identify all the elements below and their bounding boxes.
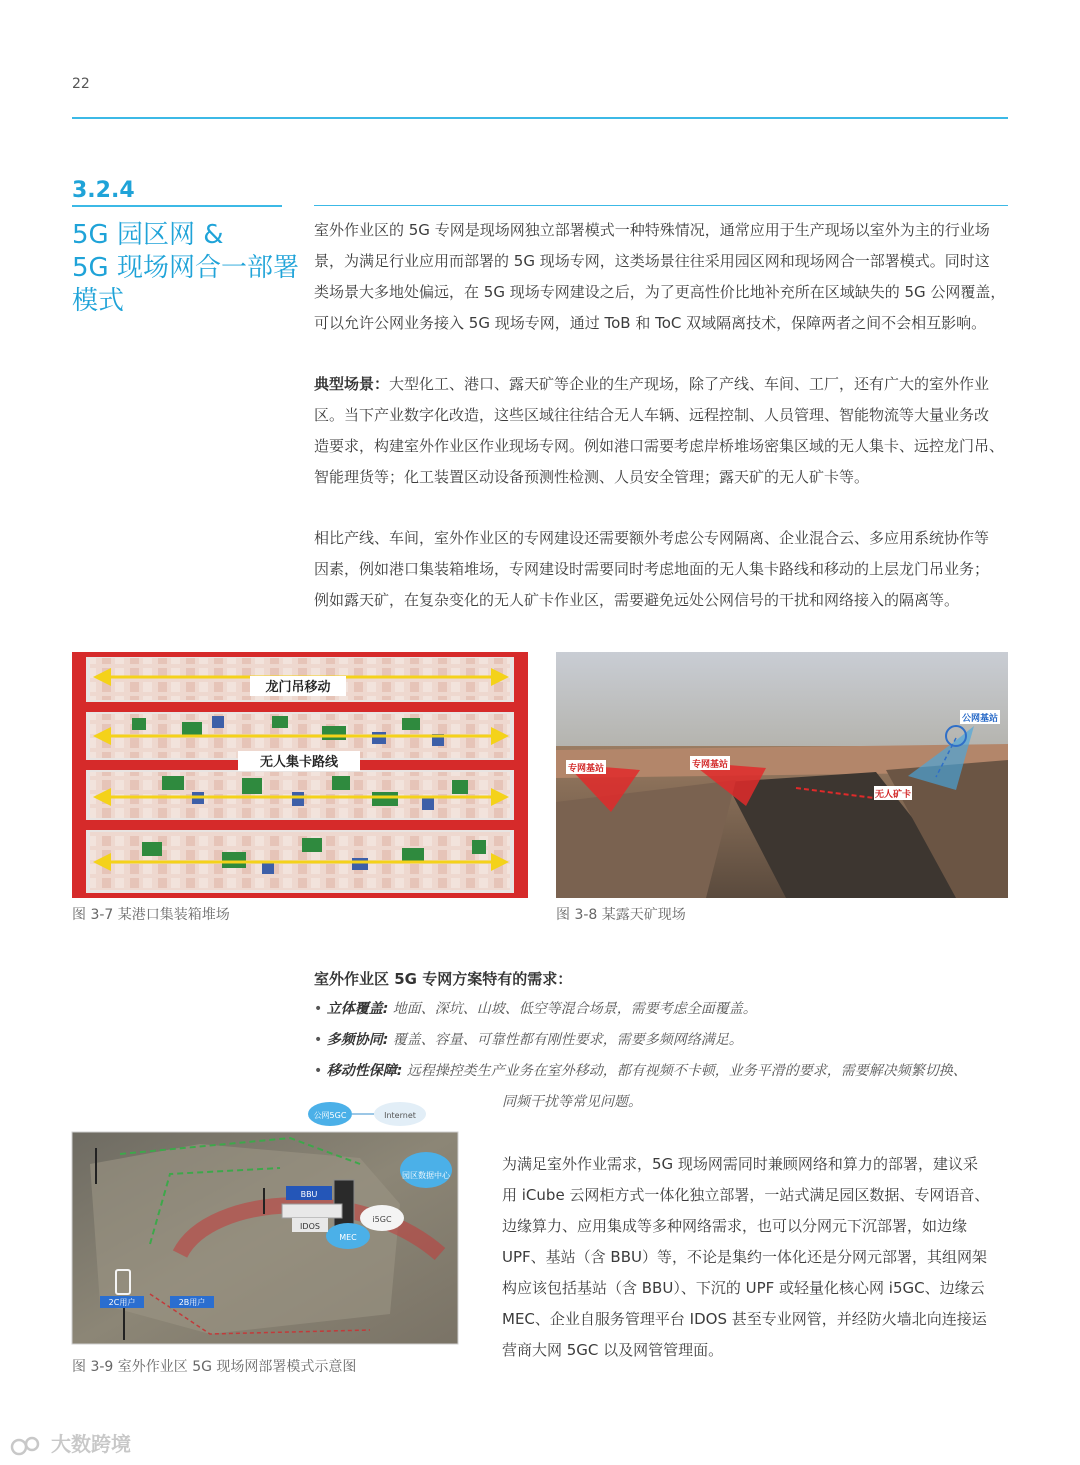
body-rule — [314, 205, 1008, 206]
requirement-continuation: 同频干扰等常见问题。 — [502, 1094, 642, 1110]
section-title-line: 5G 现场网合一部署 — [72, 253, 299, 283]
text-line: 可以允许公网业务接入 5G 现场专网，通过 ToB 和 ToC 双域隔离技术，保障两者之间不会相互影响。 — [314, 314, 987, 332]
text-line: MEC、企业自服务管理平台 IDOS 甚至专业网管，并经防火墙北向连接运 — [502, 1310, 987, 1328]
text-line: 为满足室外作业需求，5G 现场网需同时兼顾网络和算力的部署，建议采 — [502, 1155, 978, 1173]
2c-user-label: 2C用户 — [108, 1298, 136, 1307]
intro-paragraph — [314, 215, 1014, 339]
deployment-figure — [60, 1094, 460, 1346]
text-line: 因素，例如港口集装箱堆场，专网建设时需要同时考虑地面的无人集卡路线和移动的上层龙门吊业务； — [314, 560, 990, 578]
watermark-logo-icon — [10, 1435, 44, 1457]
public-5gc-label: 公网5GC — [313, 1111, 347, 1120]
text-line: 大型化工、港口、露天矿等企业的生产现场，除了产线、车间、工厂，还有广大的室外作业 — [389, 375, 990, 393]
requirements-title: 室外作业区 5G 专网方案特有的需求： — [314, 970, 573, 988]
truck-route-label: 无人集卡路线 — [259, 755, 339, 770]
text-line: 边缘算力、应用集成等多种网络需求，也可以分网元下沉部署，如边缘 — [502, 1217, 968, 1235]
text-line: 区。当下产业数字化改造，这些区域往往结合无人车辆、远程控制、人员管理、智能物流等大量业务改 — [314, 406, 990, 424]
section-number: 3.2.4 — [72, 178, 135, 203]
text-line: 类场景大多地处偏远，在 5G 现场专网建设之后，为了更高性价比地补充所在区域缺失的 5G 公网覆盖， — [314, 283, 1006, 301]
data-center-label: 园区数据中心 — [402, 1171, 450, 1180]
text-line: 景，为满足行业应用而部署的 5G 现场专网，这类场景往往采用园区网和现场网合一部署模式。同时这 — [314, 252, 990, 270]
requirement-term: 多频协同: — [326, 1032, 389, 1048]
requirement-term: 立体覆盖: — [326, 1001, 389, 1017]
text-line: 造要求，构建室外作业区作业现场专网。例如港口需要考虑岸桥堆场密集区域的无人集卡、远控龙门吊、 — [314, 437, 1005, 455]
requirement-text: 远程操控类生产业务在室外移动，都有视频不卡顿，业务平滑的要求，需要解决频繁切换、 — [402, 1063, 967, 1079]
requirement-item: • 多频协同: 覆盖、容量、可靠性都有刚性要求，需要多频网络满足。 — [314, 1032, 743, 1048]
open-pit-mine-figure — [556, 652, 1008, 898]
internet-label: Internet — [384, 1111, 416, 1120]
scenario-paragraph — [314, 369, 1014, 493]
requirement-item: • 立体覆盖: 地面、深坑、山坡、低空等混合场景，需要考虑全面覆盖。 — [314, 1001, 757, 1017]
page-number: 22 — [72, 76, 90, 92]
scenario-label: 典型场景： — [314, 375, 390, 393]
mine-truck-label: 无人矿卡 — [874, 790, 912, 800]
watermark — [10, 1428, 131, 1457]
private-bs-label: 专网基站 — [567, 764, 605, 774]
text-line: 相比产线、车间，室外作业区的专网建设还需要额外考虑公专网隔离、企业混合云、多应用系统协作等 — [314, 529, 990, 547]
text-line: 智能理货等；化工装置区动设备预测性检测、人员安全管理；露天矿的无人矿卡等。 — [314, 468, 870, 486]
2b-user-label: 2B用户 — [178, 1298, 206, 1307]
solution-paragraph — [502, 1149, 1012, 1366]
port-yard-image — [72, 652, 528, 898]
idos-label: IDOS — [300, 1222, 320, 1231]
header-rule — [72, 117, 1008, 119]
text-line: 室外作业区的 5G 专网是现场网独立部署模式一种特殊情况，通常应用于生产现场以室外为主的行业场 — [314, 221, 990, 239]
i5gc-label: i5GC — [372, 1215, 392, 1224]
text-line: 构应该包括基站（含 BBU）、下沉的 UPF 或轻量化核心网 i5GC、边缘云 — [502, 1279, 985, 1297]
public-bs-label: 公网基站 — [961, 714, 999, 724]
requirement-term: 移动性保障: — [326, 1063, 403, 1079]
section-title-line: 模式 — [72, 286, 125, 316]
requirement-text: 地面、深坑、山坡、低空等混合场景，需要考虑全面覆盖。 — [388, 1001, 757, 1017]
figure-caption: 图 3-8 某露天矿现场 — [556, 907, 686, 923]
figure-caption: 图 3-9 室外作业区 5G 现场网部署模式示意图 — [72, 1359, 357, 1375]
section-title — [72, 219, 302, 318]
crane-label: 龙门吊移动 — [265, 680, 331, 695]
requirement-item: • 移动性保障: 远程操控类生产业务在室外移动，都有视频不卡顿，业务平滑的要求，需要解决频繁切换、 — [314, 1063, 967, 1079]
private-bs-label: 专网基站 — [691, 760, 729, 770]
text-line: UPF、基站（含 BBU）等，不论是集约一体化还是分网元部署，其组网架 — [502, 1248, 987, 1266]
section-rule — [72, 205, 282, 207]
text-line: 用 iCube 云网柜方式一体化独立部署，一站式满足园区数据、专网语音、 — [502, 1186, 990, 1204]
bbu-label: BBU — [300, 1190, 318, 1199]
text-line: 营商大网 5GC 以及网管管理面。 — [502, 1341, 724, 1359]
section-title-line: 5G 园区网 & — [72, 220, 224, 250]
deployment-diagram — [60, 1094, 460, 1346]
requirement-text: 覆盖、容量、可靠性都有刚性要求，需要多频网络满足。 — [388, 1032, 743, 1048]
mec-label: MEC — [339, 1233, 357, 1242]
text-line: 例如露天矿，在复杂变化的无人矿卡作业区，需要避免远处公网信号的干扰和网络接入的隔离等。 — [314, 591, 960, 609]
port-yard-figure — [72, 652, 528, 898]
watermark-text: 大数跨境 — [50, 1432, 131, 1456]
open-pit-mine-image — [556, 652, 1008, 898]
compare-paragraph — [314, 523, 1014, 616]
figure-caption: 图 3-7 某港口集装箱堆场 — [72, 907, 230, 923]
